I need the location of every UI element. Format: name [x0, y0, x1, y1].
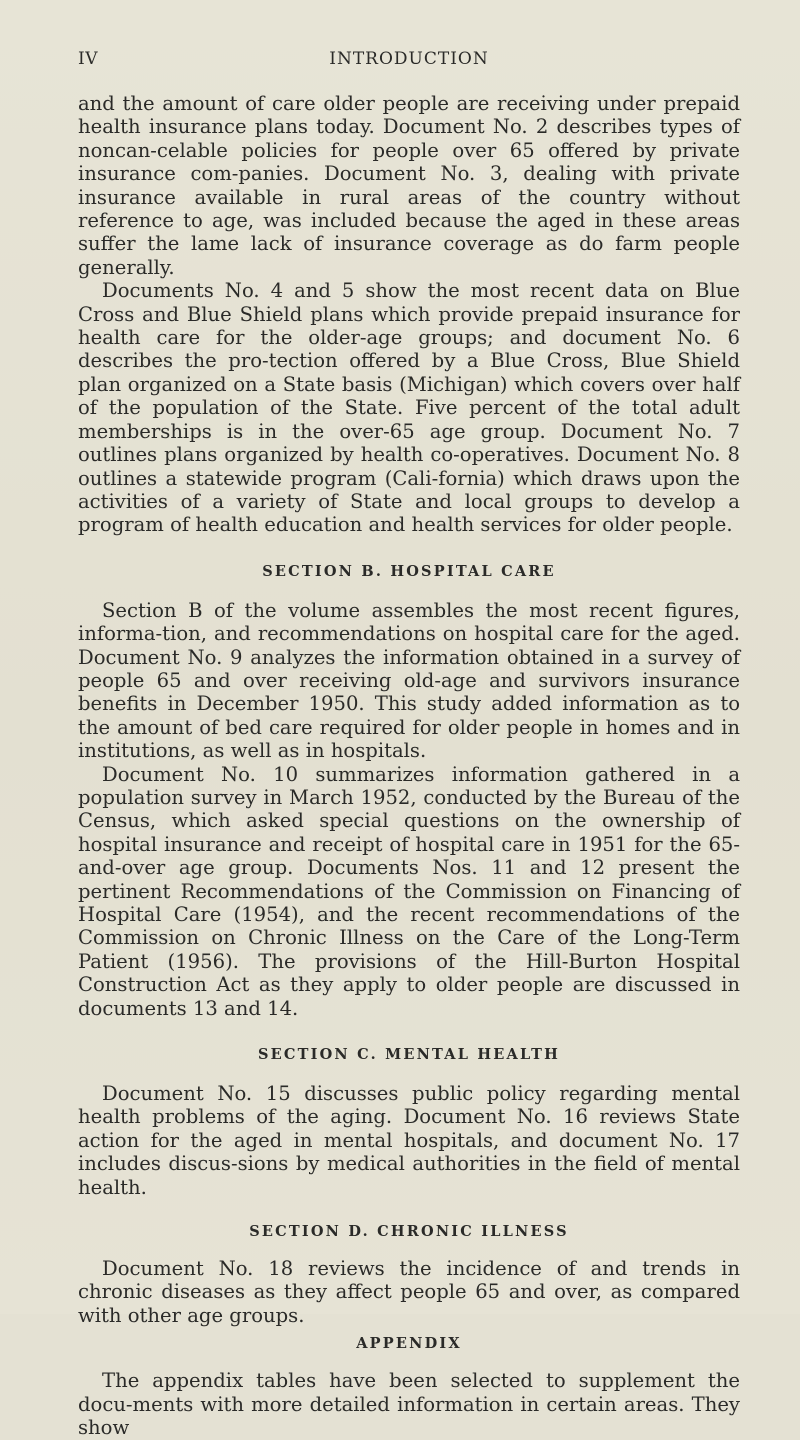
page-number: IV — [78, 49, 98, 69]
running-header — [78, 49, 740, 73]
paragraph: Document No. 10 summarizes information gathered in a population survey in March 1952, conducted by the Bureau of the Census, which asked special questions on the ownership of hospital insurance and receipt of hospital care in 1951 for the 65-and-over age group. Documents Nos. 11 and 12 present the pertinent Recommendations of the Commission on Financing of Hospital Care (1954), and the recent recommendations of the Commission on Chronic Illness on the Care of the Long-Term Patient (1956). The provisions of the Hill-Burton Hospital Construction Act as they apply to older people are discussed in documents 13 and 14. — [78, 762, 740, 1020]
paragraph: Document No. 15 discusses public policy regarding mental health problems of the aging. Document No. 16 reviews State action for the aged in mental hospitals, and document No. 17 includes discus-sions by medical authorities in the field of mental health. — [78, 1082, 740, 1199]
paragraph: Section B of the volume assembles the most recent figures, informa-tion, and recommendations on hospital care for the aged. Document No. 9 analyzes the information obtained in a survey of people 65 and over receiving old-age and survivors insurance benefits in December 1950. This study added information as to the amount of bed care required for older people in homes and in institutions, as well as in hospitals. — [78, 598, 740, 763]
paragraph: The appendix tables have been selected to supplement the docu-ments with more detailed information in certain areas. They show — [78, 1369, 740, 1440]
section-heading-d: SECTION D. CHRONIC ILLNESS — [249, 1223, 569, 1241]
paragraph: Document No. 18 reviews the incidence of and trends in chronic diseases as they affect people 65 and over, as compared with other age groups. — [78, 1257, 740, 1327]
section-heading-c: SECTION C. MENTAL HEALTH — [257, 1046, 561, 1064]
body-text — [78, 92, 740, 1440]
appendix-heading: APPENDIX — [356, 1335, 462, 1353]
section-heading-b: SECTION B. HOSPITAL CARE — [262, 562, 556, 580]
paragraph-continued: and the amount of care older people are receiving under prepaid health insurance plans today. Document No. 2 describes types of noncan-celable policies for people over 65 offered by private insurance com-panies. Document No. 3, dealing with private insurance available in rural areas of the country without reference to age, was included because the aged in these areas suffer the lame lack of insurance coverage as do farm people generally. — [78, 92, 740, 279]
running-title: INTRODUCTION — [329, 49, 489, 69]
paragraph: Documents No. 4 and 5 show the most recent data on Blue Cross and Blue Shield plans which provide prepaid insurance for health care for the older-age groups; and document No. 6 describes the pro-tection offered by a Blue Cross, Blue Shield plan organized on a State basis (Michigan) which covers over half of the population of the State. Five percent of the total adult memberships is in the over-65 age group. Document No. 7 outlines plans organized by health co-operatives. Document No. 8 outlines a statewide program (Cali-fornia) which draws upon the activities of a variety of State and local groups to develop a program of health education and health services for older people. — [78, 279, 740, 537]
